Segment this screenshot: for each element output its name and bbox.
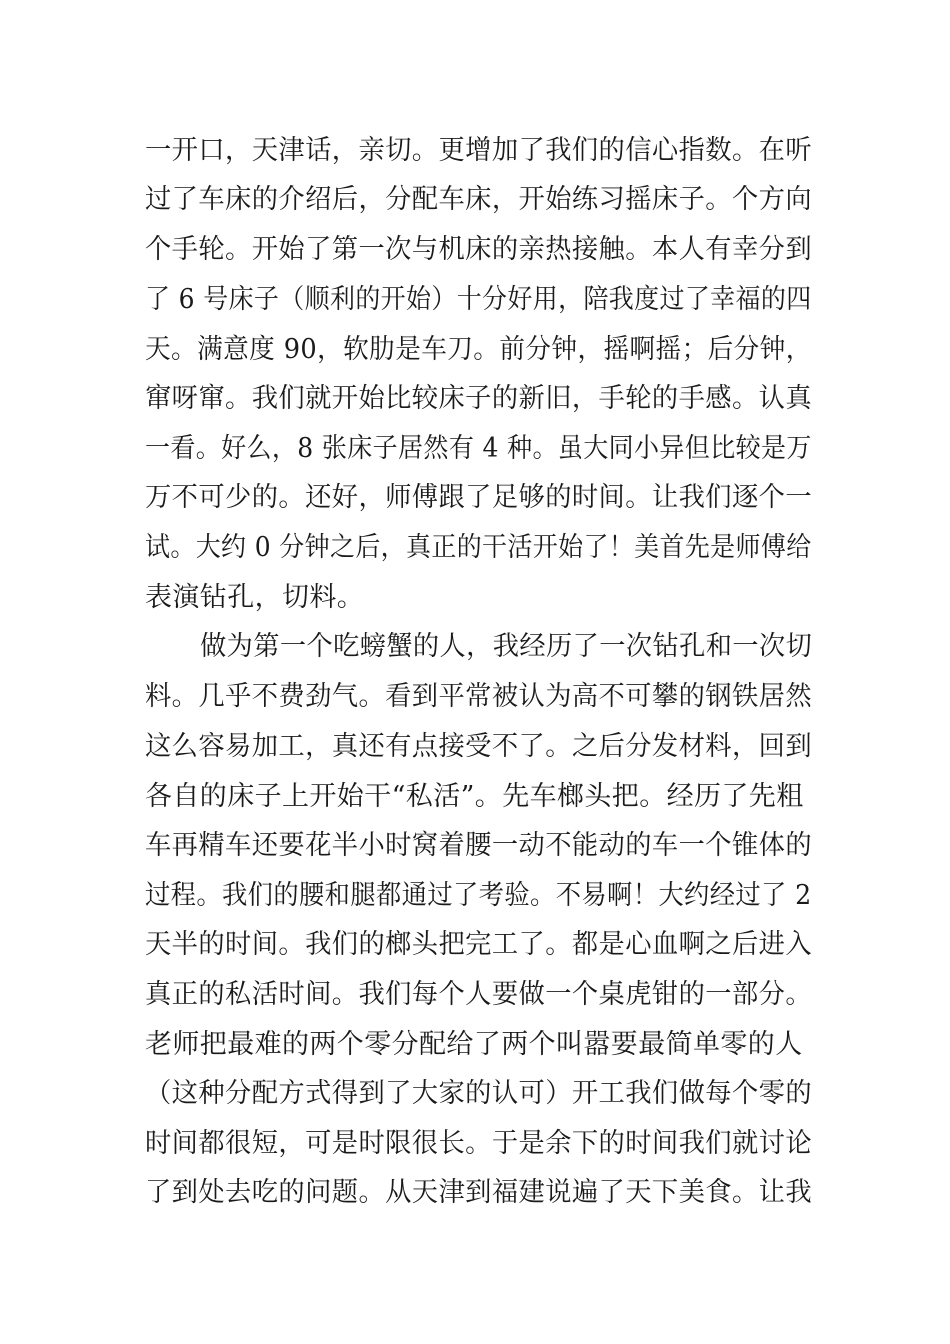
text-line: 过了车床的介绍后，分配车床，开始练习摇床子。个方向 [145, 184, 812, 215]
text-line: 天。满意度 90，软肋是车刀。前分钟，摇啊摇；后分钟， [145, 334, 812, 365]
text-line: 了到处去吃的问题。从天津到福建说遍了天下美食。让我 [145, 1177, 812, 1208]
text-line: 车再精车还要花半小时窝着腰一动不能动的车一个锥体的 [145, 830, 812, 861]
text-line: 窜呀窜。我们就开始比较床子的新旧，手轮的手感。认真 [145, 383, 812, 414]
text-line: 做为第一个吃螃蟹的人，我经历了一次钻孔和一次切 [200, 631, 813, 662]
text-line: 一开口，天津话，亲切。更增加了我们的信心指数。在听 [145, 135, 812, 166]
text-line: 料。几乎不费劲气。看到平常被认为高不可攀的钢铁居然 [145, 681, 812, 712]
text-line: 万不可少的。还好，师傅跟了足够的时间。让我们逐个一 [145, 482, 812, 513]
text-line: 各自的床子上开始干“私活”。先车榔头把。经历了先粗 [145, 781, 804, 812]
text-line: 天半的时间。我们的榔头把完工了。都是心血啊之后进入 [145, 929, 812, 960]
text-line: 试。大约 0 分钟之后，真正的干活开始了！美首先是师傅给 [145, 532, 812, 563]
text-line: 老师把最难的两个零分配给了两个叫嚣要最简单零的人 [145, 1029, 803, 1060]
text-line: 过程。我们的腰和腿都通过了考验。不易啊！大约经过了 2 [145, 880, 812, 911]
text-line: 表演钻孔，切料。 [145, 582, 365, 613]
text-line: 这么容易加工，真还有点接受不了。之后分发材料，回到 [145, 731, 812, 762]
text-line: 时间都很短，可是时限很长。于是余下的时间我们就讨论 [145, 1128, 812, 1159]
text-line: 了 6 号床子（顺利的开始）十分好用，陪我度过了幸福的四 [145, 284, 812, 315]
text-line: 个手轮。开始了第一次与机床的亲热接触。本人有幸分到 [145, 234, 812, 265]
text-line: （这种分配方式得到了大家的认可）开工我们做每个零的 [145, 1078, 812, 1109]
text-line: 一看。好么，8 张床子居然有 4 种。虽大同小异但比较是万 [145, 433, 812, 464]
text-line: 真正的私活时间。我们每个人要做一个桌虎钳的一部分。 [145, 979, 812, 1010]
